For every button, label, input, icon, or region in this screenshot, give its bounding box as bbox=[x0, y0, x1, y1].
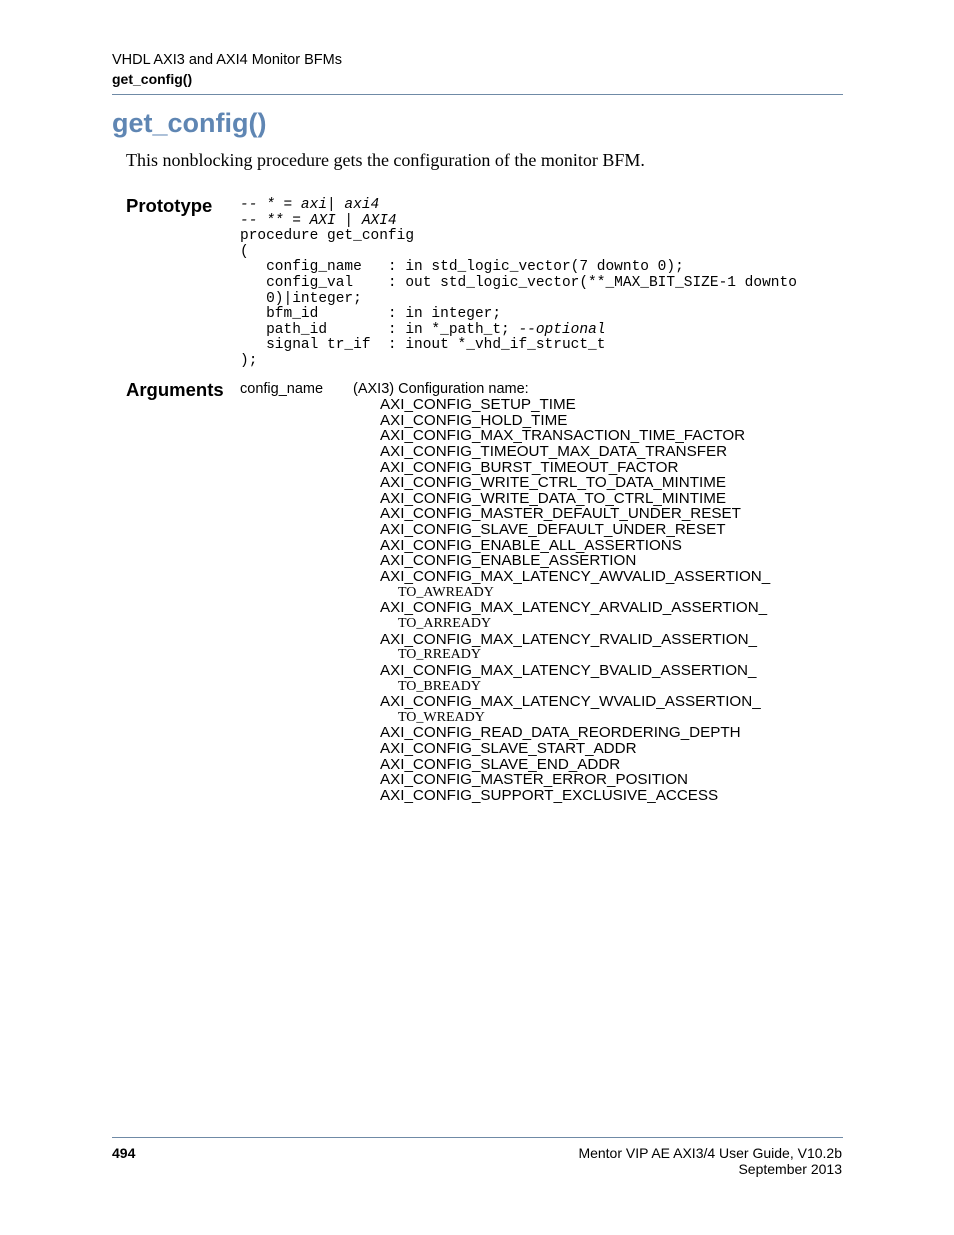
code-open-paren: ( bbox=[240, 243, 249, 260]
config-name-item: TO_WREADY bbox=[398, 709, 485, 725]
code-path-id-line: path_id : in *_path_t; bbox=[240, 321, 519, 338]
config-name-item: AXI_CONFIG_ENABLE_ASSERTION bbox=[380, 552, 637, 570]
intro-paragraph: This nonblocking procedure gets the configuration of the monitor BFM. bbox=[126, 150, 645, 170]
footer-rule bbox=[112, 1137, 843, 1138]
config-name-item: AXI_CONFIG_MAX_LATENCY_BVALID_ASSERTION_ bbox=[380, 661, 757, 679]
footer-date: September 2013 bbox=[738, 1161, 842, 1177]
config-name-item: TO_RREADY bbox=[398, 647, 481, 663]
code-signal-line: signal tr_if : inout *_vhd_if_struct_t bbox=[240, 337, 606, 354]
config-name-item: AXI_CONFIG_SLAVE_DEFAULT_UNDER_RESET bbox=[380, 521, 726, 539]
page-title: get_config() bbox=[112, 108, 267, 138]
config-name-list bbox=[380, 397, 770, 804]
config-name-item: AXI_CONFIG_READ_DATA_REORDERING_DEPTH bbox=[380, 724, 741, 742]
config-name-item: AXI_CONFIG_HOLD_TIME bbox=[380, 411, 568, 429]
config-name-item: TO_BREADY bbox=[398, 678, 481, 694]
config-name-item: AXI_CONFIG_BURST_TIMEOUT_FACTOR bbox=[380, 458, 679, 476]
config-name-item: AXI_CONFIG_MAX_LATENCY_AWVALID_ASSERTION_ bbox=[380, 568, 771, 586]
config-name-item: TO_ARREADY bbox=[398, 615, 492, 631]
code-comment-1: -- * = axi| axi4 bbox=[240, 197, 380, 213]
header-rule bbox=[112, 94, 843, 95]
config-name-item: AXI_CONFIG_SLAVE_START_ADDR bbox=[380, 740, 637, 758]
config-name-item: AXI_CONFIG_TIMEOUT_MAX_DATA_TRANSFER bbox=[380, 442, 728, 460]
argument-description: (AXI3) Configuration name: bbox=[353, 381, 529, 397]
config-name-item: AXI_CONFIG_MAX_LATENCY_RVALID_ASSERTION_ bbox=[380, 630, 758, 648]
config-name-item: AXI_CONFIG_ENABLE_ALL_ASSERTIONS bbox=[380, 536, 682, 554]
footer-info bbox=[578, 1145, 842, 1177]
config-name-item: AXI_CONFIG_MAX_TRANSACTION_TIME_FACTOR bbox=[380, 427, 746, 445]
code-config-val-cont: 0)|integer; bbox=[240, 290, 362, 307]
config-name-item: AXI_CONFIG_SLAVE_END_ADDR bbox=[380, 755, 621, 773]
footer-guide-title: Mentor VIP AE AXI3/4 User Guide, V10.2b bbox=[578, 1145, 842, 1161]
config-name-item: AXI_CONFIG_SETUP_TIME bbox=[380, 396, 576, 413]
config-name-item: AXI_CONFIG_MASTER_DEFAULT_UNDER_RESET bbox=[380, 505, 741, 523]
code-procedure-line: procedure get_config bbox=[240, 228, 415, 245]
argument-name: config_name bbox=[240, 381, 324, 397]
config-name-item: AXI_CONFIG_MASTER_ERROR_POSITION bbox=[380, 771, 689, 789]
config-name-item: AXI_CONFIG_MAX_LATENCY_ARVALID_ASSERTION_ bbox=[380, 599, 768, 617]
running-header-title: VHDL AXI3 and AXI4 Monitor BFMs bbox=[112, 52, 342, 68]
prototype-label: Prototype bbox=[126, 195, 213, 216]
config-name-item: AXI_CONFIG_WRITE_CTRL_TO_DATA_MINTIME bbox=[380, 474, 726, 492]
config-name-item: AXI_CONFIG_WRITE_DATA_TO_CTRL_MINTIME bbox=[380, 489, 726, 507]
code-comment-2: -- ** = AXI | AXI4 bbox=[240, 212, 397, 229]
code-config-name-line: config_name : in std_logic_vector(7 downto 0); bbox=[240, 259, 684, 276]
config-name-item: AXI_CONFIG_SUPPORT_EXCLUSIVE_ACCESS bbox=[380, 787, 719, 805]
prototype-code bbox=[240, 198, 797, 370]
code-close-paren: ); bbox=[240, 352, 258, 369]
code-config-val-line: config_val : out std_logic_vector(**_MAX_BIT_SIZE-1 downto bbox=[240, 274, 797, 291]
config-name-item: TO_AWREADY bbox=[398, 584, 494, 600]
code-bfm-id-line: bfm_id : in integer; bbox=[240, 306, 502, 323]
running-header-section: get_config() bbox=[112, 71, 193, 87]
code-optional-comment: --optional bbox=[518, 321, 606, 338]
page-number: 494 bbox=[112, 1145, 136, 1161]
config-name-item: AXI_CONFIG_MAX_LATENCY_WVALID_ASSERTION_ bbox=[380, 693, 761, 711]
arguments-label: Arguments bbox=[126, 379, 224, 400]
